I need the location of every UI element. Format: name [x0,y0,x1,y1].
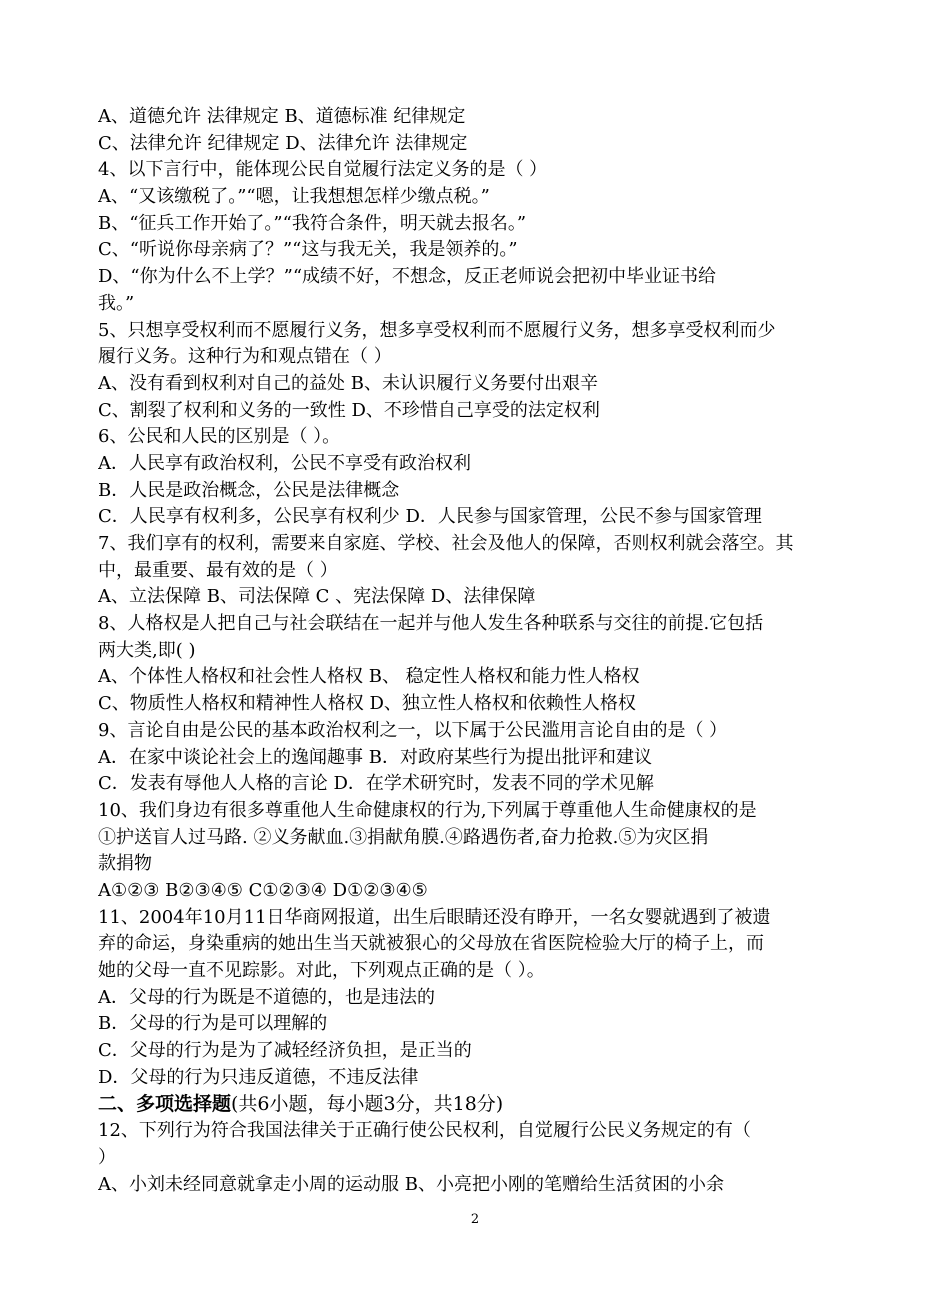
text-line: A、个体性人格权和社会性人格权 B、 稳定性人格权和能力性人格权 [98,666,640,688]
text-line: C．父母的行为是为了减轻经济负担，是正当的 [98,1040,472,1062]
text-line: C．人民享有权利多，公民享有权利少 D．人民参与国家管理，公民不参与国家管理 [98,506,762,528]
text-line: 9、言论自由是公民的基本政治权利之一，以下属于公民滥用言论自由的是（ ） [98,719,728,741]
text-line: A①②③ B②③④⑤ C①②③④ D①②③④⑤ [98,879,428,901]
text-line: 弃的命运，身染重病的她出生当天就被狠心的父母放在省医院检验大厅的椅子上，而 [98,933,764,955]
text-line: C、割裂了权利和义务的一致性 D、不珍惜自己享受的法定权利 [98,399,600,421]
text-line: 她的父母一直不见踪影。对此，下列观点正确的是（ ）。 [98,960,545,981]
text-line: C、物质性人格权和精神性人格权 D、独立性人格权和依赖性人格权 [98,693,636,715]
text-line: ） [98,1146,116,1168]
question-lines-continued [98,1118,868,1198]
section-note: (共6小题，每小题3分，共18分) [231,1093,504,1116]
text-line: B、“征兵工作开始了。”“我符合条件，明天就去报名。” [98,212,527,234]
text-line: A、立法保障 B、司法保障 C 、宪法保障 D、法律保障 [98,586,536,608]
section-title: 二、多项选择题 [98,1093,232,1116]
text-line: C、法律允许 纪律规定 D、法律允许 法律规定 [98,132,468,154]
question-lines [98,104,868,1091]
text-line: A、“又该缴税了。”“嗯，让我想想怎样少缴点税。” [98,186,490,208]
text-line: C、“听说你母亲病了？”“这与我无关，我是领养的。” [98,239,518,261]
text-line: 7、我们享有的权利，需要来自家庭、学校、社会及他人的保障，否则权利就会落空。其 [98,533,794,554]
text-line: B．人民是政治概念，公民是法律概念 [98,479,400,501]
text-line: 12、下列行为符合我国法律关于正确行使公民权利，自觉履行公民义务规定的有（ [98,1120,751,1142]
text-line: B．父母的行为是可以理解的 [98,1013,328,1035]
text-line: 8、人格权是人把自己与社会联结在一起并与他人发生各种联系与交往的前提.它包括 [98,613,764,635]
text-line: 款捐物 [98,853,152,875]
text-line: 11、2004年10月11日华商网报道，出生后眼睛还没有睁开，一名女婴就遇到了被遗 [98,906,771,928]
text-line: D、“你为什么不上学？”“成绩不好，不想念，反正老师说会把初中毕业证书给 [98,266,717,288]
text-line: C．发表有辱他人人格的言论 D．在学术研究时，发表不同的学术见解 [98,773,654,795]
text-line: 我。” [98,292,135,314]
text-line: 5、只想享受权利而不愿履行义务，想多享受权利而不愿履行义务，想多享受权利而少 [98,319,776,341]
text-line: 6、公民和人民的区别是（ ）。 [98,426,341,448]
section-heading [98,1091,868,1118]
text-line: A、小刘未经同意就拿走小周的运动服 B、小亮把小刚的笔赠给生活贫困的小余 [98,1173,724,1195]
text-line: A．父母的行为既是不道德的，也是违法的 [98,986,435,1008]
text-line: 履行义务。这种行为和观点错在（ ） [98,346,392,368]
text-line: 10、我们身边有很多尊重他人生命健康权的行为,下列属于尊重他人生命健康权的是 [98,799,757,821]
document-page [98,104,868,1198]
text-line: 两大类,即( ) [98,639,196,661]
text-line: A、道德允许 法律规定 B、道德标准 纪律规定 [98,106,466,127]
text-line: D．父母的行为只违反道德，不违反法律 [98,1066,419,1088]
text-line: 中，最重要、最有效的是（ ） [98,559,338,581]
text-line: 4、以下言行中，能体现公民自觉履行法定义务的是（ ） [98,159,548,181]
text-line: A、没有看到权利对自己的益处 B、未认识履行义务要付出艰辛 [98,372,598,394]
text-line: ①护送盲人过马路. ②义务献血.③捐献角膜.④路遇伤者,奋力抢救.⑤为灾区捐 [98,826,709,848]
text-line: A．人民享有政治权利，公民不享受有政治权利 [98,452,471,474]
page-number: 2 [470,1212,480,1227]
text-line: A．在家中谈论社会上的逸闻趣事 B．对政府某些行为提出批评和建议 [98,746,652,768]
